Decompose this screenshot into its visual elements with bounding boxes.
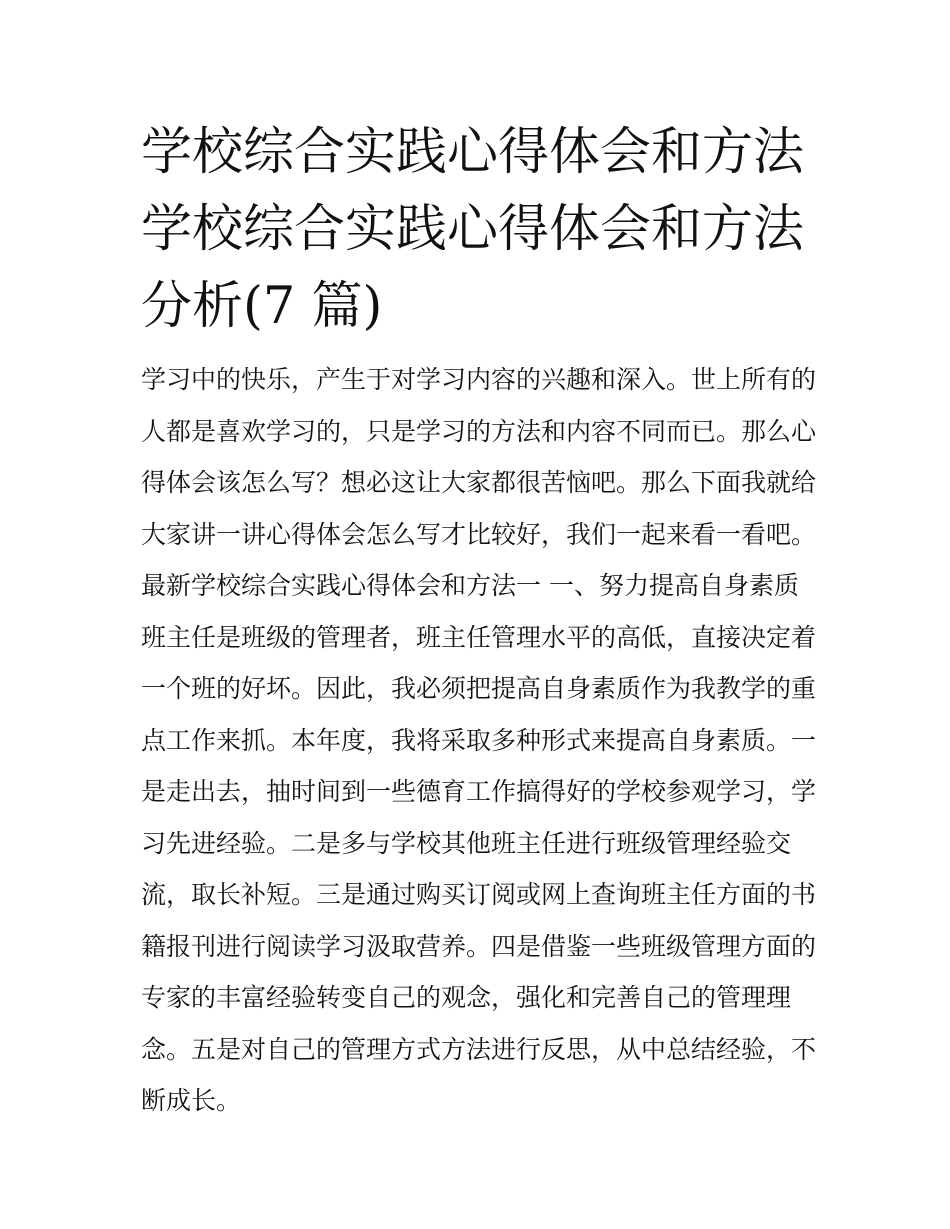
body-line: 习先进经验。二是多与学校其他班主任进行班级管理经验交 bbox=[141, 828, 792, 858]
title-line-2: 学校综合实践心得体会和方法 bbox=[141, 200, 805, 259]
body-line: 是走出去，抽时间到一些德育工作搞得好的学校参观学习，学 bbox=[141, 777, 817, 806]
body-line: 大家讲一讲心得体会怎么写才比较好，我们一起来看一看吧。 bbox=[141, 519, 817, 549]
body-line: 人都是喜欢学习的，只是学习的方法和内容不同而已。那么心 bbox=[141, 416, 817, 446]
body-line: 流，取长补短。三是通过购买订阅或网上查询班主任方面的书 bbox=[141, 880, 817, 909]
body-line: 籍报刊进行阅读学习汲取营养。四是借鉴一些班级管理方面的 bbox=[141, 931, 817, 961]
body-line: 班主任是班级的管理者，班主任管理水平的高低，直接决定着 bbox=[141, 622, 817, 652]
title-line-3: 分析(7 篇) bbox=[141, 277, 383, 336]
document-title bbox=[141, 114, 841, 345]
body-line: 学习中的快乐，产生于对学习内容的兴趣和深入。世上所有的 bbox=[141, 365, 817, 394]
body-line: 一个班的好坏。因此，我必须把提高自身素质作为我教学的重 bbox=[141, 674, 817, 703]
body-line: 断成长。 bbox=[141, 1086, 242, 1115]
body-line: 点工作来抓。本年度，我将采取多种形式来提高自身素质。一 bbox=[141, 725, 817, 755]
body-line: 得体会该怎么写？想必这让大家都很苦恼吧。那么下面我就给 bbox=[141, 468, 817, 497]
body-line: 念。五是对自己的管理方式方法进行反思，从中总结经验，不 bbox=[141, 1034, 817, 1064]
body-line: 最新学校综合实践心得体会和方法一 一、努力提高自身素质 bbox=[141, 571, 799, 600]
body-line: 专家的丰富经验转变自己的观念，强化和完善自己的管理理 bbox=[141, 983, 792, 1012]
document-body bbox=[141, 354, 821, 1127]
title-line-1: 学校综合实践心得体会和方法 bbox=[141, 123, 805, 182]
